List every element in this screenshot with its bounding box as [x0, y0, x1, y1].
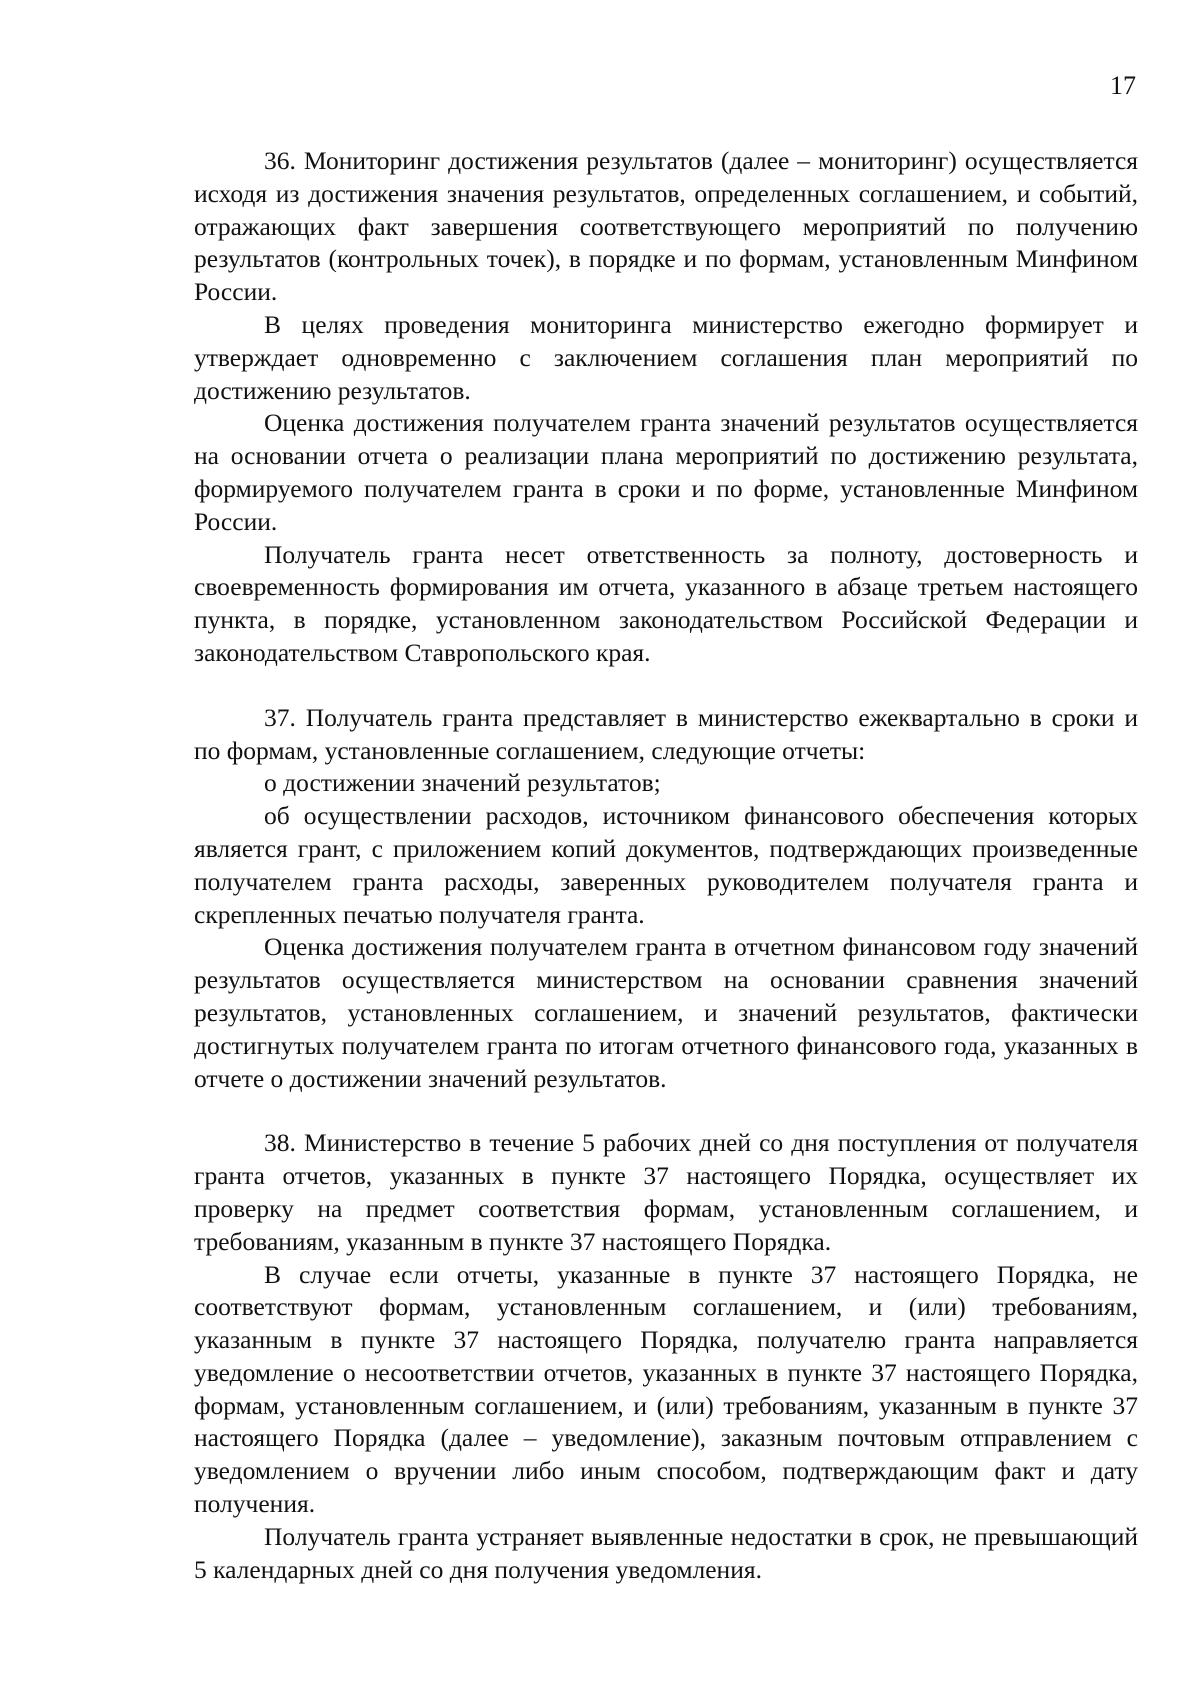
- document-body: [194, 145, 1138, 1586]
- page-number: 17: [1110, 71, 1136, 100]
- paragraph: В случае если отчеты, указанные в пункте 37 настоящего Порядка, не соответствуют формам, установленным соглашением, и (или) требованиям, указанным в пункте 37 настоящего Порядка, получателю гранта направляется уведомление о несоответствии отчетов, указанных в пункте 37 настоящего Порядка, формам, установленным соглашением, и (или) требованиям, указанным в пункте 37 настоящего Порядка (далее – уведомление), заказным почтовым отправлением с уведомлением о вручении либо иным способом, подтверждающим факт и дату получения.: [194, 1259, 1138, 1519]
- paragraph: Получатель гранта устраняет выявленные недостатки в срок, не превышающий 5 календарных дней со дня получения уведомления.: [194, 1521, 1138, 1584]
- list-item: о достижении значений результатов;: [264, 768, 661, 798]
- list-item: об осуществлении расходов, источником финансового обеспечения которых является грант, с приложением копий документов, подтверждающих произведенные получателем гранта расходы, заверенных руководителем получателя гранта и скрепленных печатью получателя гранта.: [194, 801, 1138, 929]
- paragraph: Получатель гранта несет ответственность за полноту, достоверность и своевременность формирования им отчета, указанного в абзаце третьем настоящего пункта, в порядке, установленном законодательством Российской Федерации и законодательством Ставропольского края.: [194, 539, 1138, 667]
- paragraph: В целях проведения мониторинга министерство ежегодно формирует и утверждает одновременно с заключением соглашения план мероприятий по достижению результатов.: [194, 309, 1138, 405]
- section-gap: [194, 670, 1138, 702]
- paragraph: Оценка достижения получателем гранта значений результатов осуществляется на основании отчета о реализации плана мероприятий по достижению результата, формируемого получателем гранта в сроки и по форме, установленные Минфином России.: [194, 408, 1138, 536]
- paragraph: Оценка достижения получателем гранта в отчетном финансовом году значений результатов осуществляется министерством на основании сравнения значений результатов, установленных соглашением, и значений результатов, фактически достигнутых получателем гранта по итогам отчетного финансового года, указанных в отчете о достижении значений результатов.: [194, 932, 1138, 1093]
- paragraph-36: 36. Мониторинг достижения результатов (далее – мониторинг) осуществляется исходя из достижения значения результатов, определенных соглашением, и событий, отражающих факт завершения соответствующего мероприятий по получению результатов (контрольных точек), в порядке и по формам, установленным Минфином России.: [194, 146, 1138, 307]
- paragraph-38: 38. Министерство в течение 5 рабочих дней со дня поступления от получателя гранта отчетов, указанных в пункте 37 настоящего Порядка, осуществляет их проверку на предмет соответствия формам, установленным соглашением, и требованиям, указанным в пункте 37 настоящего Порядка.: [194, 1128, 1138, 1256]
- paragraph-37: 37. Получатель гранта представляет в министерство ежеквартально в сроки и по формам, установленные соглашением, следующие отчеты:: [194, 702, 1138, 765]
- section-gap: [194, 1095, 1138, 1127]
